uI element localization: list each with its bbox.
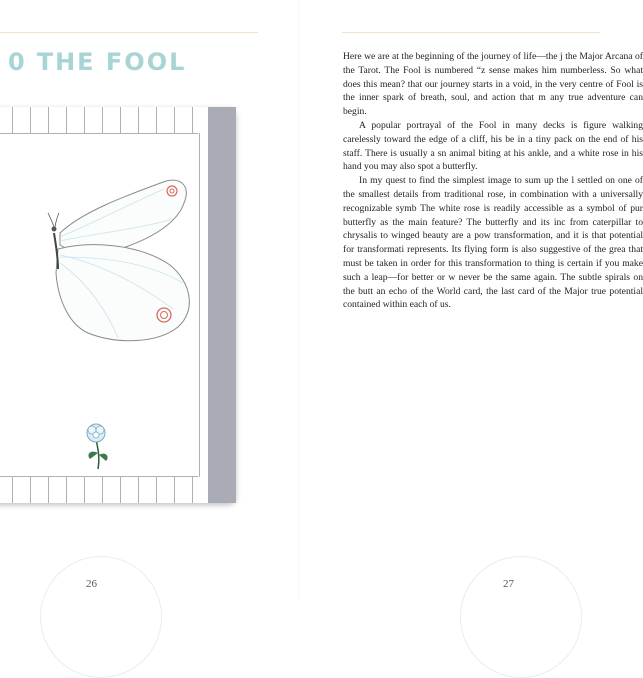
paragraph: A popular portrayal of the Fool in many decks is figure walking carelessly toward the edge of a cliff, his be in a tiny pack on the end of his staff. There is usually a sn animal biting at his ankle, and a white rose in his hand you may also spot a butterfly. <box>343 119 643 173</box>
white-rose-icon <box>87 424 108 469</box>
paragraph: In my quest to find the simplest image to sum up the l settled on one of the smallest details from traditional rose, in combination with a universally recognizable symb The white rose is readily accessible as a symbol of pur butterfly as the main feature? The butterfly and its inc from caterpillar to chrysalis to winged beauty are a pow transformation, and it is that potential for transformati represents. Its flying form is also suggestive of the grea that must be taken in order for this transformation to thing is certain if you make such a leap—for better or w never be the same again. The subtle spirals on the butt an echo of the World card, the last card of the Major true potential contained within each of us. <box>343 175 643 311</box>
page-number-left: 26 <box>86 578 97 590</box>
right-page-text-clip <box>300 0 643 600</box>
fool-tarot-card <box>0 107 236 503</box>
card-face <box>0 107 208 503</box>
page-number-right: 27 <box>503 578 514 590</box>
chapter-heading <box>8 48 186 76</box>
top-rule <box>0 32 258 33</box>
paragraph: Here we are at the beginning of the journey of life—the j the Major Arcana of the Tarot. The Fool is numbered “z sense makes him numberless. So what does this mean? that our journey starts in a void, in the very centre of Fool is the inner spark of breath, soul, and action that m any true adventure can begin. <box>343 51 643 118</box>
left-page <box>0 0 300 600</box>
card-bottom-border <box>0 476 198 503</box>
decorative-arc <box>40 556 162 678</box>
card-top-border <box>0 107 198 134</box>
chapter-number: 0 <box>8 48 27 76</box>
card-frame-strip <box>208 107 236 503</box>
butterfly-wing-icon <box>48 180 189 340</box>
body-text <box>343 50 643 312</box>
chapter-title: THE FOOL <box>36 48 187 76</box>
card-side-border <box>199 133 208 477</box>
card-illustration <box>0 133 198 477</box>
